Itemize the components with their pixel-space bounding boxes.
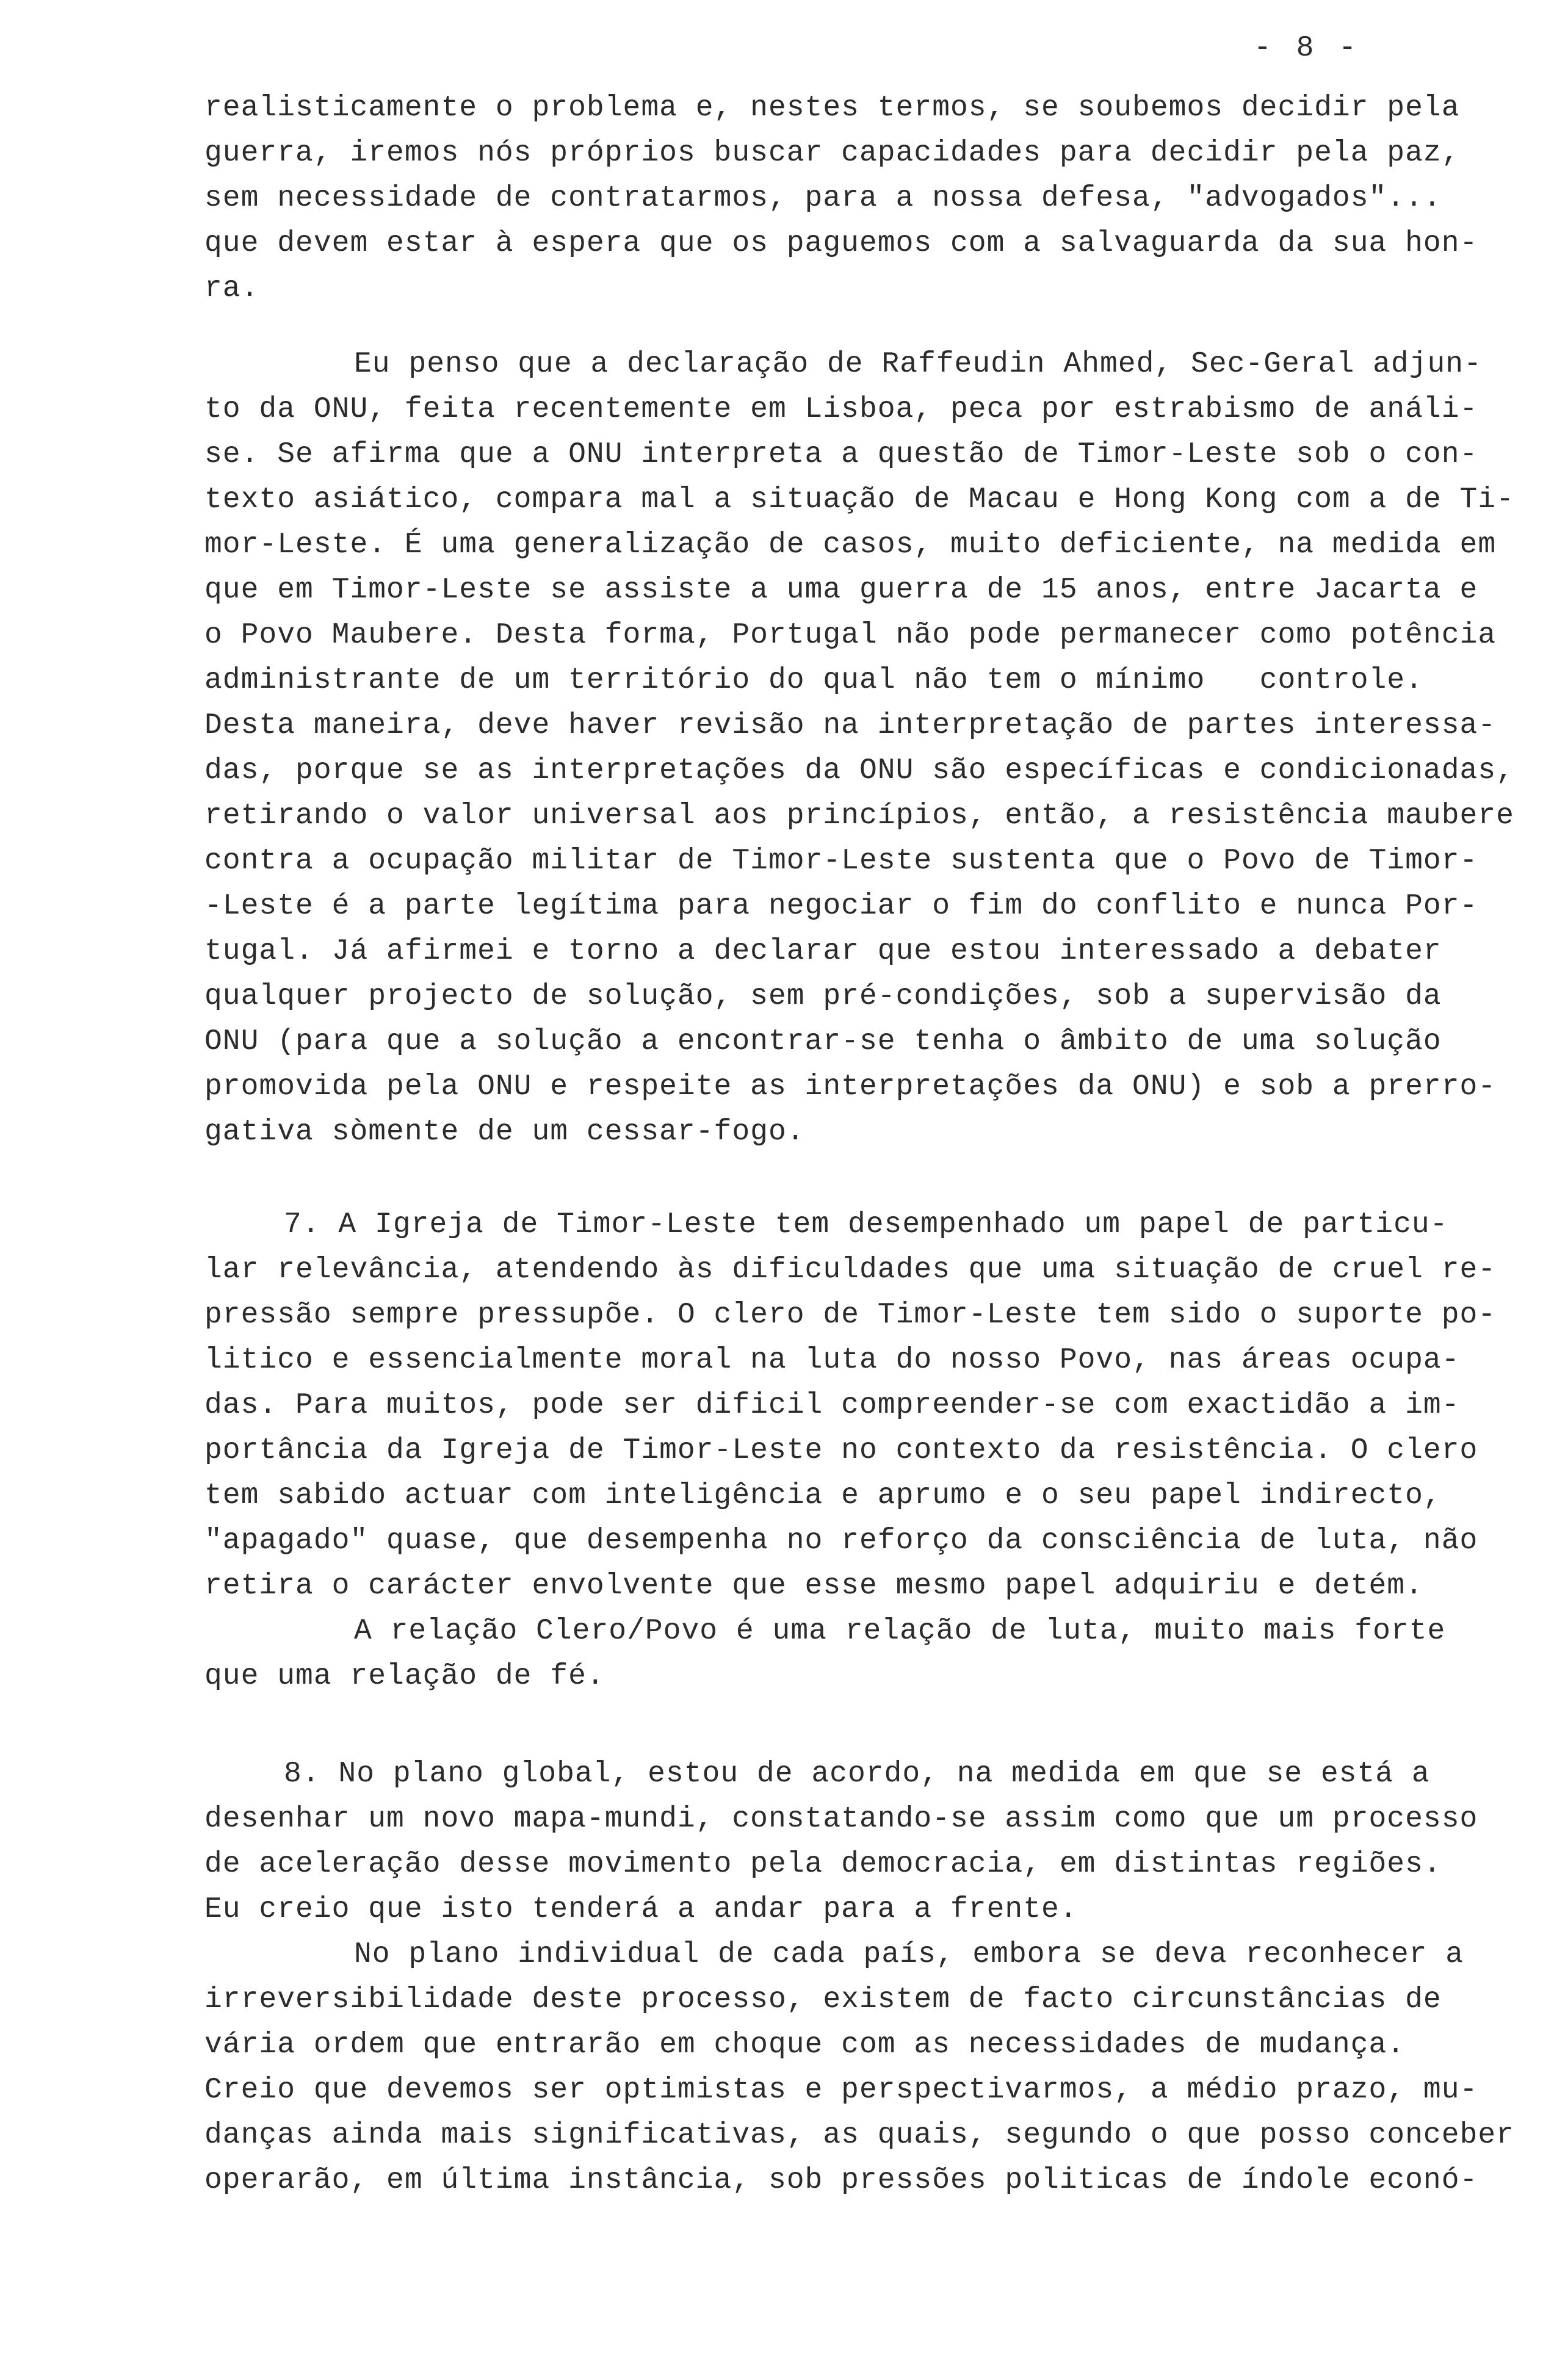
paragraph [204,1751,1517,1932]
text-line: -Leste é a parte legítima para negociar o fim do conflito e nunca Por- [204,890,1478,923]
text-line: Creio que devemos ser optimistas e perspectivarmos, a médio prazo, mu- [204,2074,1478,2107]
text-line: retira o carácter envolvente que esse mesmo papel adquiriu e detém. [204,1570,1423,1603]
paragraph [204,85,1517,311]
text-line: qualquer projecto de solução, sem pré-condições, sob a supervisão da [204,980,1442,1013]
text-line: Eu penso que a declaração de Raffeudin Ahmed, Sec-Geral adjun- [354,348,1482,381]
text-line: gativa sòmente de um cessar-fogo. [204,1116,805,1149]
text-line: retirando o valor universal aos princípios, então, a resistência maubere [204,799,1514,832]
text-line: texto asiático, compara mal a situação de Macau e Hong Kong com a de Ti- [204,483,1514,516]
text-line: de aceleração desse movimento pela democracia, em distintas regiões. [204,1848,1442,1881]
text-line: das. Para muitos, pode ser dificil compreender-se com exactidão a im- [204,1389,1460,1422]
text-block-1 [204,85,1517,1155]
text-line: tem sabido actuar com inteligência e aprumo e o seu papel indirecto, [204,1479,1442,1512]
text-line: que devem estar à espera que os paguemos com a salvaguarda da sua hon- [204,227,1478,260]
text-line: tugal. Já afirmei e torno a declarar que estou interessado a debater [204,935,1442,968]
text-line: vária ordem que entrarão em choque com as necessidades de mudança. [204,2028,1406,2061]
text-line: Eu creio que isto tenderá a andar para a frente. [204,1893,1078,1926]
text-line: desenhar um novo mapa-mundi, constatando-se assim como que um processo [204,1803,1478,1836]
text-line: se. Se afirma que a ONU interpreta a questão de Timor-Leste sob o con- [204,438,1478,471]
text-line: que em Timor-Leste se assiste a uma guerra de 15 anos, entre Jacarta e [204,574,1478,607]
text-line: sem necessidade de contratarmos, para a nossa defesa, "advogados"... [204,182,1442,215]
text-line: mor-Leste. É uma generalização de casos, muito deficiente, na medida em [204,528,1497,561]
text-line: portância da Igreja de Timor-Leste no contexto da resistência. O clero [204,1434,1478,1467]
page-number: - 8 - [1253,32,1360,65]
text-line: ONU (para que a solução a encontrar-se tenha o âmbito de uma solução [204,1025,1442,1058]
text-line: ra. [204,272,259,305]
text-line: 8. No plano global, estou de acordo, na medida em que se está a [284,1758,1430,1790]
text-line: guerra, iremos nós próprios buscar capacidades para decidir pela paz, [204,137,1460,170]
text-line: to da ONU, feita recentemente em Lisboa, peca por estrabismo de análi- [204,393,1478,426]
text-line: A relação Clero/Povo é uma relação de luta, muito mais forte [354,1615,1446,1648]
text-line: Desta maneira, deve haver revisão na interpretação de partes interessa- [204,709,1497,742]
text-line: lar relevância, atendendo às dificuldades que uma situação de cruel re- [204,1253,1497,1286]
text-line: contra a ocupação militar de Timor-Leste sustenta que o Povo de Timor- [204,845,1478,878]
text-line: danças ainda mais significativas, as quais, segundo o que posso conceber [204,2119,1514,2152]
text-line: litico e essencialmente moral na luta do nosso Povo, nas áreas ocupa- [204,1344,1460,1377]
text-line: das, porque se as interpretações da ONU são específicas e condicionadas, [204,754,1514,787]
paragraph [204,1609,1517,1699]
text-line: realisticamente o problema e, nestes termos, se soubemos decidir pela [204,92,1460,124]
text-block-2 [204,1202,1517,1699]
paragraph [204,342,1517,1155]
text-line: que uma relação de fé. [204,1660,605,1693]
text-line: No plano individual de cada país, embora se deva reconhecer a [354,1938,1464,1971]
text-line: irreversibilidade deste processo, existem de facto circunstâncias de [204,1983,1442,2016]
text-line: o Povo Maubere. Desta forma, Portugal não pode permanecer como potência [204,619,1497,652]
text-block-3 [204,1751,1517,2203]
paragraph [204,1202,1517,1609]
text-line: pressão sempre pressupõe. O clero de Timor-Leste tem sido o suporte po- [204,1299,1497,1332]
text-line: "apagado" quase, que desempenha no reforço da consciência de luta, não [204,1524,1478,1557]
text-line: 7. A Igreja de Timor-Leste tem desempenhado um papel de particu- [284,1208,1448,1241]
text-line: promovida pela ONU e respeite as interpretações da ONU) e sob a prerro- [204,1070,1497,1103]
text-line: administrante de um território do qual não tem o mínimo controle. [204,664,1423,697]
paragraph [204,1932,1517,2203]
text-line: operarão, em última instância, sob pressões politicas de índole econó- [204,2164,1478,2197]
